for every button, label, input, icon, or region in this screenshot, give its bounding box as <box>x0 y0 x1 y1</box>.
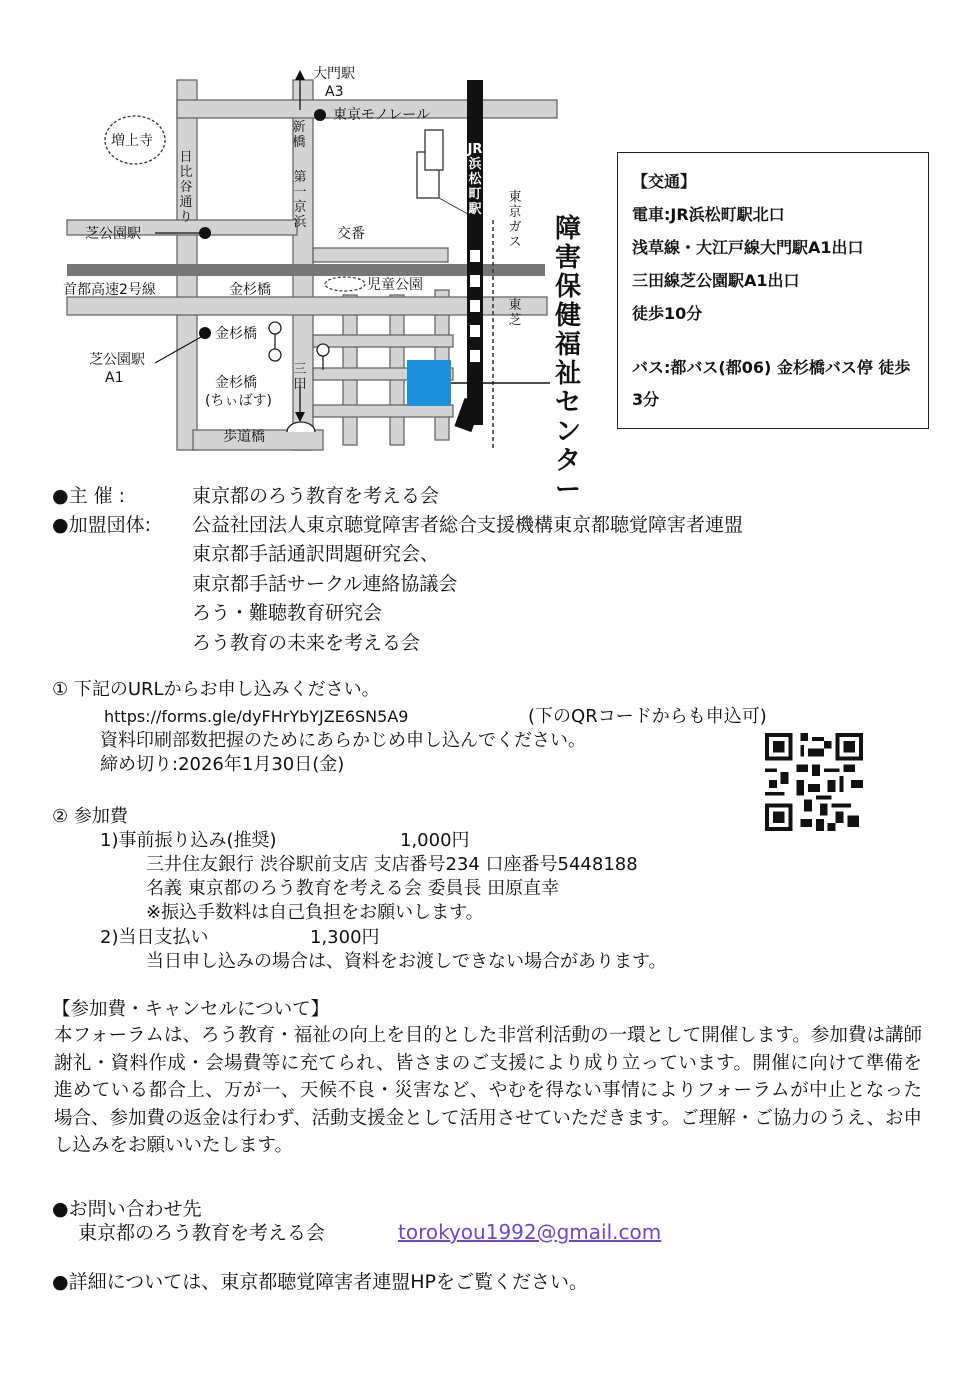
access-title: 【交通】 <box>632 172 697 191</box>
jr-gap <box>470 325 480 337</box>
north-arrowhead <box>295 70 305 80</box>
apply-url[interactable]: https://forms.gle/dyFHrYbYJZE6SN5A9 <box>104 707 409 726</box>
cancel-heading: 【参加費・キャンセルについて】 <box>52 999 330 1020</box>
monorail-label: 東京モノレール <box>333 107 431 123</box>
footbridge-label: 歩道橋 <box>223 429 265 445</box>
kanasugibashi-stop-label: 金杉橋 <box>215 326 257 342</box>
fee-day-note: 当日申し込みの場合は、資料をお渡しできない場合があります。 <box>146 951 667 972</box>
destination-building <box>407 360 451 406</box>
center-name: 障害保健福祉センター <box>554 214 581 505</box>
a3-label: A3 <box>325 84 344 100</box>
fee-holder: 名義 東京都のろう教育を考える会 委員長 田原直幸 <box>146 878 560 899</box>
map-drawing <box>55 60 595 460</box>
member-item: 公益社団法人東京聴覚障害者総合支援機構東京都聴覚障害者連盟 <box>192 514 744 536</box>
street-h1 <box>313 335 453 347</box>
fee-pre-label: 1)事前振り込み(推奨) <box>100 830 277 851</box>
access-map <box>55 60 595 460</box>
kanasugibashi-chiibus-label: 金杉橋 <box>215 375 257 391</box>
fee-heading: ② 参加費 <box>52 806 128 827</box>
access-bus: バス:都バス(都06) 金杉橋バス停 徒歩3分 <box>632 358 911 409</box>
fee-day-label: 2)当日支払い <box>100 927 209 948</box>
jr-gap <box>470 300 480 312</box>
member-item: 東京都手話サークル連絡協議会 <box>192 573 458 595</box>
toshiba-label: 東芝 <box>508 298 522 328</box>
apply-heading: ① 下記のURLからお申し込みください。 <box>52 679 380 700</box>
host-label: ●主 催 : <box>52 485 126 507</box>
member-item: 東京都手話通訳問題研究会、 <box>192 543 440 565</box>
bus-stop-icon <box>317 344 329 356</box>
shinbashi-label: 新橋 <box>292 120 306 150</box>
shibakoen-station-label: 芝公園駅 <box>85 226 141 242</box>
fee-pre-amount: 1,000円 <box>400 830 470 851</box>
fee-day-amount: 1,300円 <box>310 927 380 948</box>
contact-heading: ●お問い合わせ先 <box>52 1198 202 1220</box>
access-walk: 徒歩10分 <box>632 304 703 323</box>
street-h3 <box>313 405 453 417</box>
member-item: ろう教育の未来を考える会 <box>192 632 421 654</box>
host-name: 東京都のろう教育を考える会 <box>192 485 440 507</box>
shibakoen-a1-label: 芝公園駅 <box>89 352 145 368</box>
fee-note: ※振込手数料は自己負担をお願いします。 <box>146 902 484 923</box>
details-note: ●詳細については、東京都聴覚障害者連盟HPをご覧ください。 <box>52 1271 588 1293</box>
jr-curve <box>454 398 481 432</box>
apply-qr-note: (下のQRコードからも申込可) <box>528 706 767 727</box>
park-oval <box>325 277 365 291</box>
access-mita: 三田線芝公園駅A1出口 <box>632 271 800 290</box>
koban-label: 交番 <box>337 226 365 242</box>
access-train: 電車:JR浜松町駅北口 <box>632 205 785 224</box>
contact-org: 東京都のろう教育を考える会 <box>78 1222 326 1244</box>
member-item: ろう・難聴教育研究会 <box>192 602 383 624</box>
jr-gap <box>470 250 480 262</box>
zojoji-label: 増上寺 <box>111 133 153 149</box>
kanasugibashi-road-label: 金杉橋 <box>229 282 271 298</box>
tokyo-gas-label: 東京ガス <box>508 190 522 250</box>
chiibus-label: (ちぃばす) <box>205 393 272 409</box>
bus-stop-icon <box>269 349 281 361</box>
daimon-station-dot <box>314 109 326 121</box>
daimon-label: 大門駅 <box>313 66 355 82</box>
jr-gap <box>470 275 480 287</box>
a1-label: A1 <box>105 370 124 386</box>
jr-station-label: JR浜松町駅 <box>467 142 483 217</box>
expressway-label: 首都高速2号線 <box>63 282 156 298</box>
jr-gap <box>470 350 480 362</box>
apply-deadline: 締め切り:2026年1月30日(金) <box>100 754 345 775</box>
monorail-box <box>425 130 443 170</box>
access-asakusa: 浅草線・大江戸線大門駅A1出口 <box>632 238 864 257</box>
member-label: ●加盟団体: <box>52 514 151 536</box>
hibiya-label: 日比谷通り <box>179 150 193 225</box>
dai1keihin-label: 第一京浜 <box>293 170 307 230</box>
access-box <box>617 152 929 429</box>
fee-bank: 三井住友銀行 渋谷駅前支店 支店番号234 口座番号5448188 <box>146 854 638 875</box>
apply-note: 資料印刷部数把握のためにあらかじめ申し込んでください。 <box>100 730 586 751</box>
qr-code[interactable] <box>763 733 865 831</box>
cancel-body: 本フォーラムは、ろう教育・福祉の向上を目的とした非営利活動の一環として開催します。参加費は講師謝礼・資料作成・会場費等に充てられ、皆さまのご支援により成り立っています。開催に向けて準備を進めている都合上、万が一、天候不良・災害など、やむを得ない事情によりフォーラムが中止となった場合、参加費の返金は行わず、活動支援金として活用させていただきます。ご理解・ご協力のうえ、お申し込みをお願いいたします。 <box>54 1025 922 1156</box>
contact-email-link[interactable]: torokyou1992@gmail.com <box>398 1220 662 1244</box>
park-label: 児童公園 <box>367 277 423 293</box>
mita-label: 三田 <box>293 362 307 392</box>
koban-road <box>313 248 448 262</box>
bus-stop-icon <box>269 322 281 334</box>
